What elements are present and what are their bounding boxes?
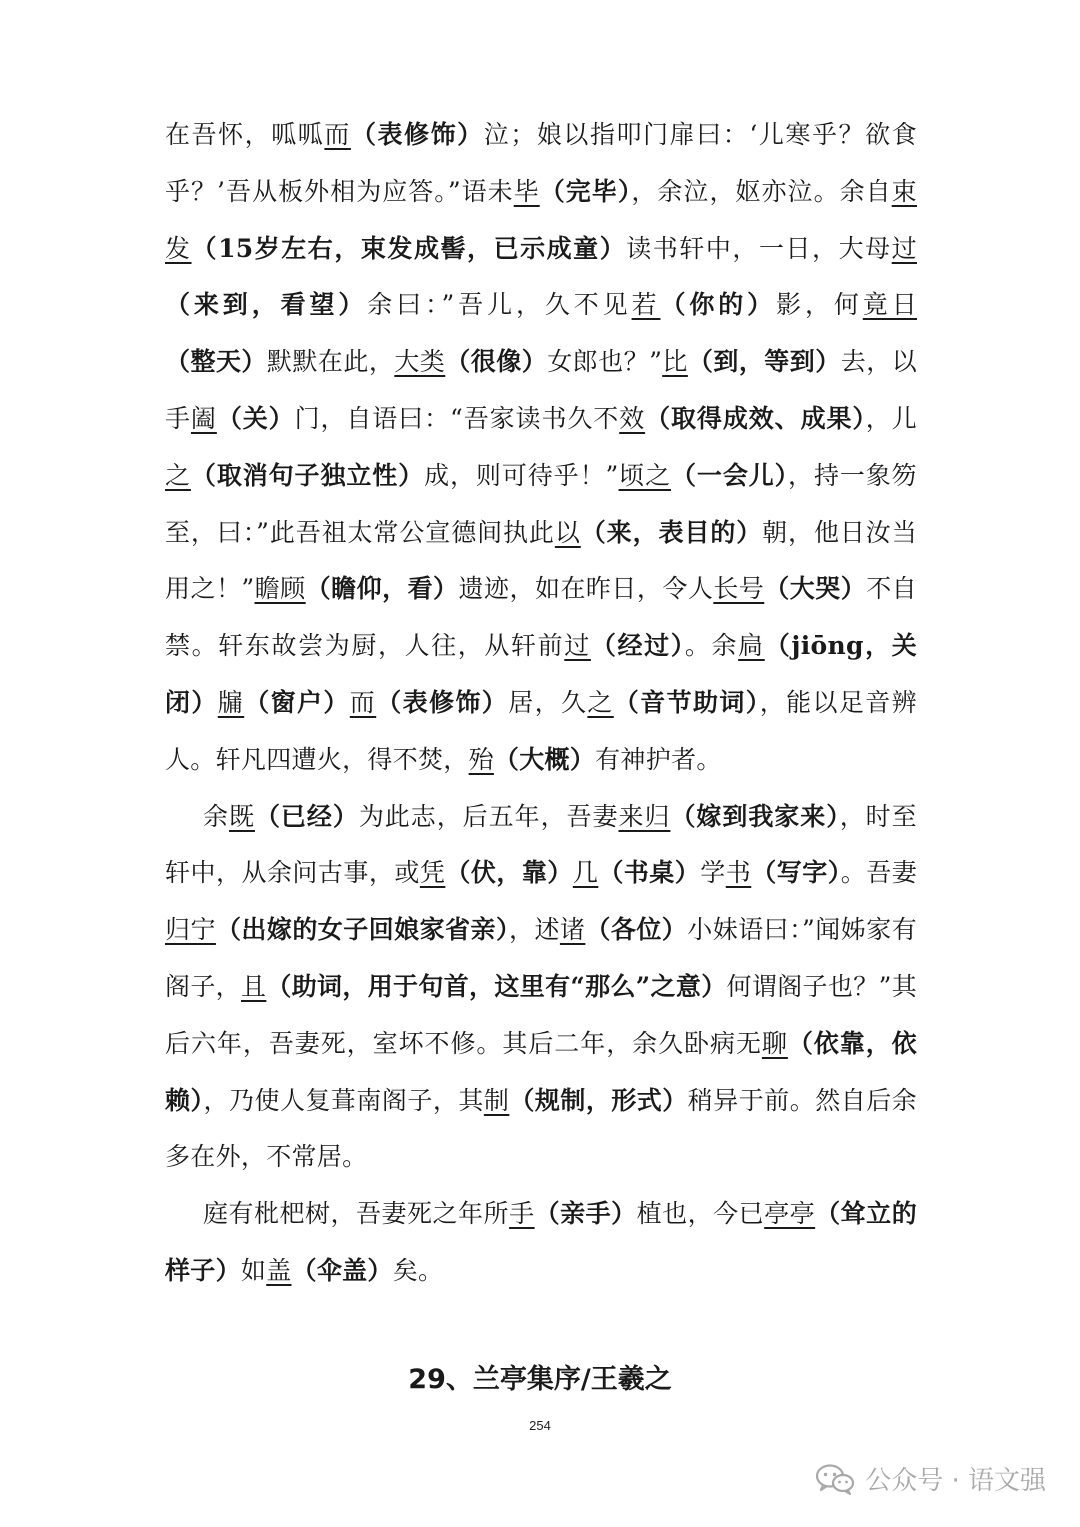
text-run: ，余泣，妪亦泣。余自 [631, 176, 892, 206]
annotated-term: 之 [587, 687, 614, 717]
annotation-gloss: （瞻仰，看） [305, 574, 459, 604]
annotated-term: 聊 [761, 1028, 788, 1058]
text-run: 矣。 [392, 1255, 444, 1285]
annotation-gloss: （已经） [254, 801, 359, 831]
annotation-gloss: （大哭） [764, 574, 867, 604]
page-number: 254 [529, 1418, 551, 1433]
text-run: 去，以手 [165, 347, 917, 433]
text-run: 泣；娘以指叩门扉曰：‘儿寒乎？欲食乎？’吾从板外相为应答。”语未 [165, 120, 917, 206]
annotated-term: 而 [349, 687, 377, 717]
text-run: 庭有枇杷树，吾妻死之年所 [203, 1199, 510, 1229]
body-paragraph [165, 789, 917, 1187]
annotation-gloss: （助词，用于句首，这里有“那么”之意） [266, 971, 727, 1001]
annotation-gloss: （取得成效、成果） [645, 403, 866, 433]
watermark-text: 公众号 · 语文强 [865, 1466, 1046, 1496]
text-run: ，乃使人复葺南阁子，其 [203, 1085, 484, 1115]
text-run: 如 [240, 1255, 267, 1285]
annotation-gloss: （jiōng，关闭） [165, 631, 917, 717]
text-run: 为此志，后五年，吾妻 [358, 801, 619, 831]
annotated-term: 凭 [419, 858, 446, 888]
text-run: 女郎也？” [547, 347, 663, 377]
annotated-term: 诸 [559, 915, 586, 945]
annotation-gloss: （来，表目的） [580, 517, 763, 547]
text-run: 。余 [684, 631, 739, 661]
annotation-gloss: （嫁到我家来） [670, 801, 840, 831]
annotation-gloss: （关） [216, 403, 295, 433]
watermark [815, 1460, 1046, 1497]
text-run: 有神护者。 [595, 744, 722, 774]
annotated-term: 殆 [468, 744, 494, 774]
annotation-gloss: （你的） [660, 290, 777, 320]
text-run: 小妹语曰：”闻姊家有阁子， [165, 915, 917, 1001]
annotated-term: 扃 [738, 631, 765, 661]
text-run: ，述 [508, 915, 560, 945]
annotated-term: 大类 [394, 347, 446, 377]
annotated-term: 手 [509, 1199, 535, 1229]
annotation-gloss: （取消句子独立性） [190, 460, 425, 490]
annotated-term: 若 [631, 290, 661, 320]
annotation-gloss: （规制，形式） [509, 1085, 688, 1115]
text-run: ，能以足音辨人。轩凡四遭火，得不焚， [165, 687, 917, 774]
wechat-icon [815, 1463, 855, 1495]
text-run: 稍异于前。然自后余多在外，不常居。 [165, 1085, 917, 1172]
annotated-term: 阖 [190, 403, 217, 433]
document-page [165, 107, 917, 1300]
annotated-term: 制 [483, 1085, 510, 1115]
annotation-gloss: （到，等到） [687, 347, 841, 377]
text-run: 居，久 [508, 687, 588, 717]
annotation-gloss: （很像） [445, 347, 548, 377]
annotated-term: 长号 [713, 574, 765, 604]
text-run: 成，则可待乎！” [424, 460, 619, 490]
annotation-gloss: （各位） [585, 915, 688, 945]
text-run: 余曰：”吾儿，久不见 [367, 290, 632, 320]
text-run: 遗迹，如在昨日，令人 [458, 574, 714, 604]
section-title: 29、兰亭集序/王羲之 [408, 1364, 672, 1395]
annotated-term: 既 [228, 801, 255, 831]
annotation-gloss: （大概） [493, 744, 596, 774]
annotation-gloss: （写字） [751, 858, 841, 888]
annotated-term: 盖 [266, 1255, 292, 1285]
text-run: 在吾怀，呱呱 [165, 120, 325, 149]
text-run: 。吾妻 [840, 858, 917, 888]
annotated-term: 几 [572, 858, 599, 888]
annotation-gloss: （经过） [590, 631, 685, 661]
annotation-gloss: （出嫁的女子回娘家省亲） [215, 915, 509, 945]
annotated-term: 来归 [618, 801, 671, 831]
annotation-gloss: （窗户） [244, 687, 350, 717]
annotation-gloss: （亲手） [534, 1199, 637, 1229]
annotated-term: 毕 [513, 176, 540, 206]
body-paragraph [165, 107, 917, 789]
annotation-gloss: （依靠，依赖） [165, 1028, 917, 1115]
text-run: 何谓阁子也？”其后六年，吾妻死，室坏不修。其后二年，余久卧病无 [165, 971, 917, 1058]
annotated-term: 且 [241, 971, 267, 1001]
text-run: ，时至轩中，从余问古事，或 [165, 801, 917, 888]
annotated-term: 之 [165, 460, 191, 490]
annotation-gloss: （耸立的样子） [165, 1199, 917, 1285]
annotation-gloss: （15岁左右，束发成髻，已示成童） [191, 233, 627, 263]
text-run: 不自禁。轩东故尝为厨，人往，从轩前 [165, 574, 917, 661]
text-run: 朝，他日汝当用之！” [165, 517, 917, 604]
annotated-term: 过 [891, 233, 917, 263]
annotated-term: 瞻顾 [254, 574, 306, 604]
annotated-term: 书 [725, 858, 752, 888]
text-run: 植也，今已 [636, 1199, 765, 1229]
annotated-term: 亭亭 [764, 1199, 816, 1229]
text-run: ，持一象笏至，曰：”此吾祖太常公宣德间执此 [165, 460, 917, 547]
annotated-term: 束发 [165, 176, 917, 263]
annotation-gloss: （伞盖） [291, 1255, 393, 1285]
annotation-gloss: （书桌） [598, 858, 701, 888]
annotated-term: 归宁 [165, 915, 216, 945]
annotation-gloss: （伏，靠） [445, 858, 573, 888]
annotation-gloss: （来到，看望） [165, 290, 368, 320]
text-run: 读书轩中，一日，大母 [626, 233, 892, 263]
annotation-gloss: （音节助词） [613, 687, 760, 717]
text-run: 门，自语曰：“吾家读书久不 [294, 403, 620, 433]
annotation-gloss: （表修饰） [376, 687, 509, 717]
body-paragraph [165, 1186, 917, 1300]
annotated-term: 效 [619, 403, 646, 433]
text-run: 学 [700, 858, 726, 888]
text-run: 余 [203, 801, 229, 831]
annotated-term: 比 [662, 347, 688, 377]
annotation-gloss: （整天） [165, 347, 267, 377]
text-run: 影，何 [776, 290, 863, 320]
annotated-term: 而 [324, 120, 351, 149]
annotated-term: 顷之 [618, 460, 671, 490]
annotated-term: 竟日 [862, 290, 917, 320]
annotated-term: 牖 [217, 687, 245, 717]
text-run: 默默在此， [266, 347, 395, 377]
annotation-gloss: （表修饰） [350, 120, 484, 149]
text-run: ，儿 [865, 403, 918, 433]
annotation-gloss: （一会儿） [671, 460, 789, 490]
annotation-gloss: （完毕） [539, 176, 632, 206]
annotated-term: 过 [564, 631, 591, 661]
annotated-term: 以 [554, 517, 581, 547]
